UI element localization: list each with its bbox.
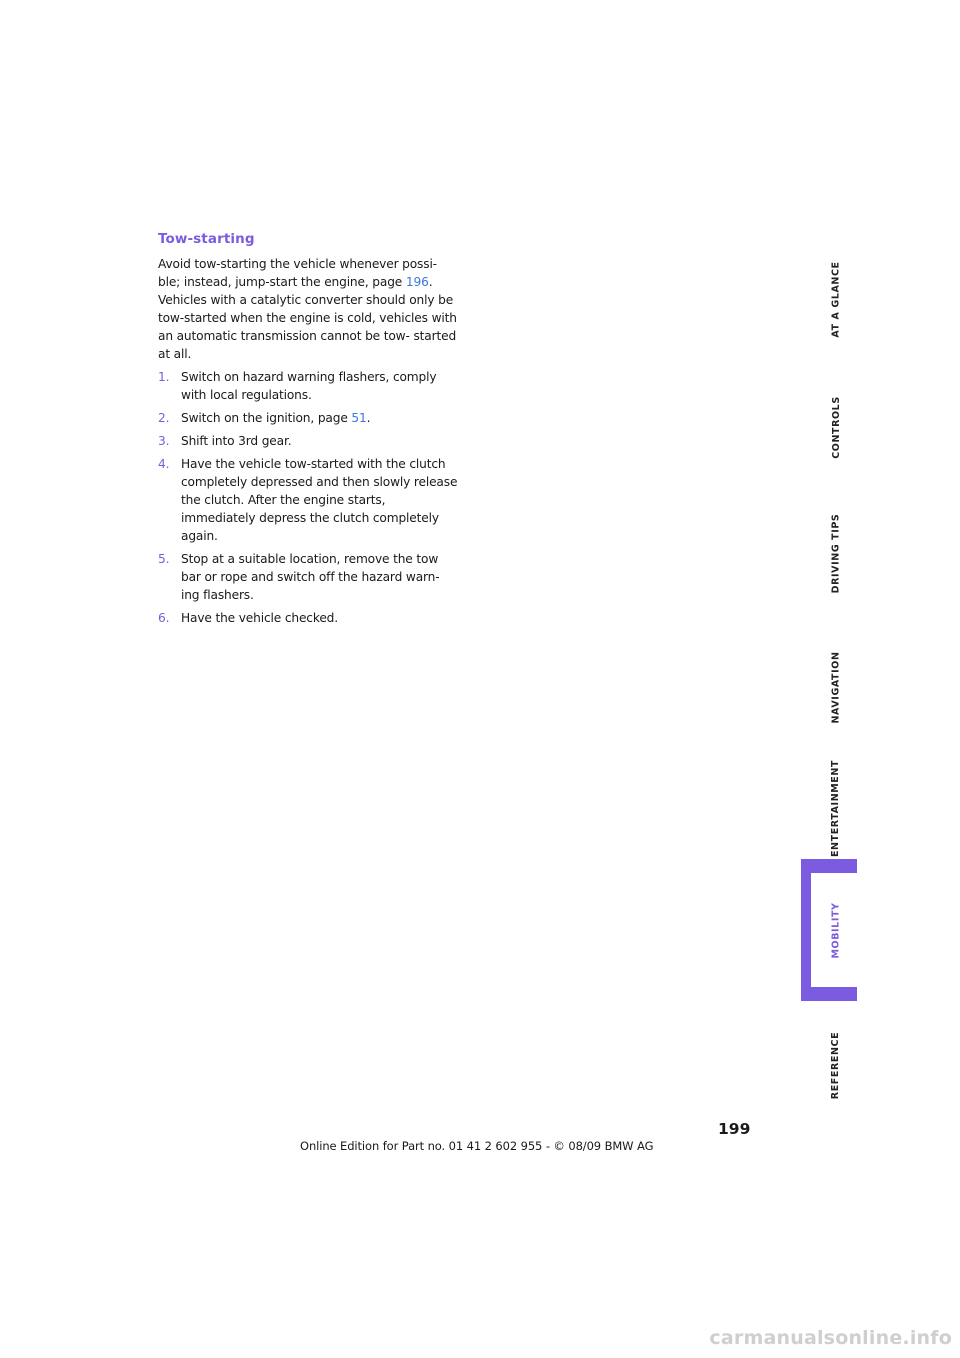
section-heading: Tow-starting (158, 231, 255, 247)
page-link-196[interactable]: 196 (405, 275, 429, 289)
page-number: 199 (718, 1120, 751, 1138)
side-tab-label: REFERENCE (830, 1031, 842, 1099)
intro-text-2: . Vehicles with a catalytic converter should only be tow-started when the engine is cold, vehicles with an automatic transmission cannot be tow- started at all. (158, 275, 457, 361)
step-number: 6. (158, 611, 170, 625)
step-number: 4. (158, 457, 170, 471)
side-tab-entertainment[interactable] (816, 748, 856, 868)
step-text: Switch on the ignition, page (181, 411, 352, 425)
step-text: Have the vehicle checked. (181, 611, 338, 625)
page-link-51[interactable]: 51 (351, 411, 367, 425)
watermark: carmanualsonline.info (709, 1327, 952, 1349)
step-text-after: . (366, 411, 371, 425)
intro-paragraph (158, 255, 458, 363)
steps-list (158, 368, 458, 627)
side-tab-driving-tips[interactable] (816, 493, 856, 613)
step-item (158, 550, 458, 604)
side-tab-at-a-glance[interactable] (816, 239, 856, 359)
step-text: Switch on hazard warning flashers, comply with local regulations. (181, 370, 437, 402)
side-tab-label: ENTERTAINMENT (830, 759, 842, 857)
step-item (158, 368, 458, 404)
step-item (158, 432, 458, 450)
side-tab-label: MOBILITY (830, 901, 842, 959)
step-item (158, 409, 458, 427)
step-number: 5. (158, 552, 170, 566)
step-number: 2. (158, 411, 170, 425)
side-tab-label: DRIVING TIPS (830, 513, 842, 593)
main-content (158, 231, 458, 632)
side-tab-label: NAVIGATION (830, 651, 842, 723)
step-item (158, 609, 458, 627)
side-tab-controls[interactable] (816, 372, 856, 482)
step-text: Stop at a suitable location, remove the tow bar or rope and switch off the hazard warn- ing flashers. (181, 552, 440, 602)
step-text: Shift into 3rd gear. (181, 434, 292, 448)
side-tab-reference[interactable] (816, 1010, 856, 1120)
side-tab-label: AT A GLANCE (830, 260, 842, 338)
step-text: Have the vehicle tow-started with the clutch completely depressed and then slowly release the clutch. After the engine starts, immediately depress the clutch completely again. (181, 457, 458, 543)
footer-text: Online Edition for Part no. 01 41 2 602 955 - © 08/09 BMW AG (300, 1139, 654, 1153)
side-tab-mobility[interactable] (816, 873, 856, 987)
step-number: 3. (158, 434, 170, 448)
intro-text-1: Avoid tow-starting the vehicle whenever possi- ble; instead, jump-start the engine, page (158, 257, 437, 289)
side-tab-label: CONTROLS (830, 395, 842, 459)
side-tab-navigation[interactable] (816, 627, 856, 747)
step-number: 1. (158, 370, 170, 384)
step-item (158, 455, 458, 545)
